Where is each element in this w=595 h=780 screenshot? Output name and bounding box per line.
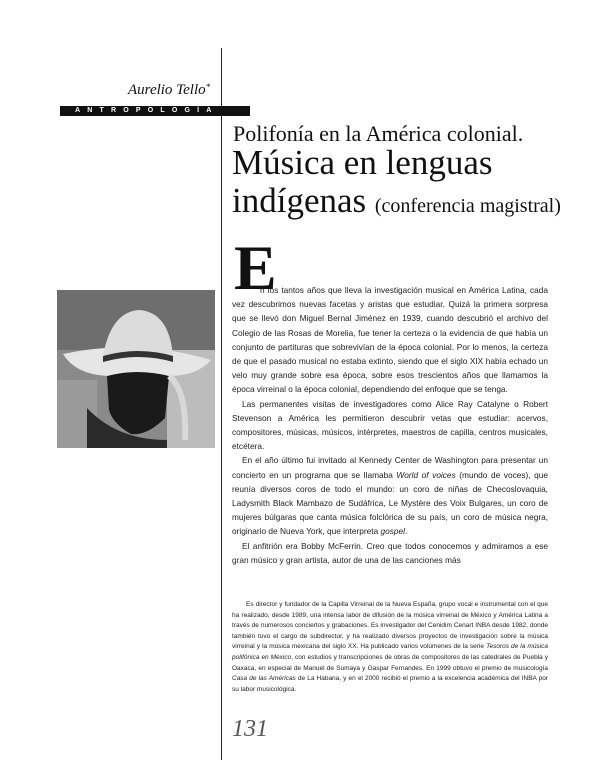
paragraph-1 [232, 283, 548, 397]
portrait-illustration [57, 290, 215, 448]
paragraph-3-emphasis-2: gospel [380, 526, 405, 537]
title-line-3 [232, 182, 561, 225]
footnote-emphasis-2: Casa de las Américas [232, 675, 296, 683]
author-name: Aurelio Tello* [128, 82, 211, 98]
page-number: 131 [232, 716, 268, 742]
title-line-3-text: indígenas [232, 181, 367, 220]
paragraph-3-emphasis-1: World of voices [396, 469, 456, 480]
column-divider [221, 48, 222, 760]
portrait-photo-icon [57, 290, 215, 448]
paragraph-4: El anfitrión era Bobby McFerrin. Creo que todos conocemos y admiramos a ese gran músico y gran artista, autor de una de las canciones más [232, 540, 548, 565]
footnote-text-b: , con estudios y transcripciones de obras de compositores de las catedrales de Puebla y Oaxaca, en especial de Manuel de Sumaya y Gaspar Fernandes. En 1999 obtuvo el premio de musicología [232, 653, 548, 672]
drop-cap: E [234, 232, 277, 303]
paragraph-1-text: n los tantos años que lleva la investigación musical en América Latina, cada vez descubrimos nuevas facetas y aristas que estudiar. Quizá la primera sorpresa que se llevó don Miguel Bernal Jiménez en 1939, cuando descubrió el archivo del Colegio de las Rosas de Morelia, fue tener la certeza o la evidencia de que había un conjunto de partituras que sobrevivían de la época colonial. Por lo menos, la certeza de que el pasado musical no estaba extinto, siendo que el siglo XIX había echado un velo muy grande sobre esa época, sobre esos trescientos años que llamamos la época virreinal o la época colonial, dependiendo del enfoque que se tenga. [232, 285, 548, 395]
title-line-1: Polifonía en la América colonial. [233, 121, 524, 146]
article-body [232, 283, 548, 567]
paragraph-2: Las permanentes visitas de investigadores como Alice Ray Catalyne o Robert Stevenson a América les permitieron descubrir vetas que estudiar: acervos, compositores, músicas, músicos, intérpretes, maestros de capilla, centros musicales, etcétera. [232, 398, 548, 452]
paragraph-3-text-a: En el año último fui invitado al Kennedy Center de Washington para presentar un concierto en un programa que se llamaba [232, 455, 548, 480]
footnote-emphasis-1: Tesoros de la música polifónica en México [232, 643, 548, 661]
footnote-text-a: Es director y fundador de la Capilla Virreinal de la Nueva España, grupo vocal e instrumental con el que ha realizado, desde 1989, una intensa labor de difusión de la música virreinal de México y América Latina a través de numerosos conciertos y grabaciones. Es investigador del Cenidim Cenart INBA desde 1982, donde también tuvo el cargo de subdirector, y ha realizado diversos proyectos de investigación sobre la música virreinal y la música mexicana del siglo XX. Ha publicado varios volúmenes de la serie [232, 601, 548, 651]
author-footnote [232, 600, 548, 695]
paragraph-3 [232, 453, 548, 538]
paragraph-3-text-b: (mundo de voces), que reunía diversos coros de todo el mundo: un coro de niñas de Checoslovaquia, Ladysmith Black Mambazo de Sudáfrica, Le Mystère des Voix Bulgares, un coro de mujeres búlgaras que canta música folclórica de su país, un coro de música negra, originario de Nueva York, que interpreta [232, 469, 548, 537]
title-line-2: Música en lenguas [232, 143, 493, 182]
footnote-text-c: de La Habana, y en el 2000 recibió el premio a la excelencia académica del INBA por su labor musicológica. [232, 675, 548, 693]
paragraph-3-text-c: . [404, 526, 408, 537]
section-label: ANTROPOLOGÍA [75, 107, 219, 114]
title-subtitle: (conferencia magistral) [374, 195, 561, 217]
